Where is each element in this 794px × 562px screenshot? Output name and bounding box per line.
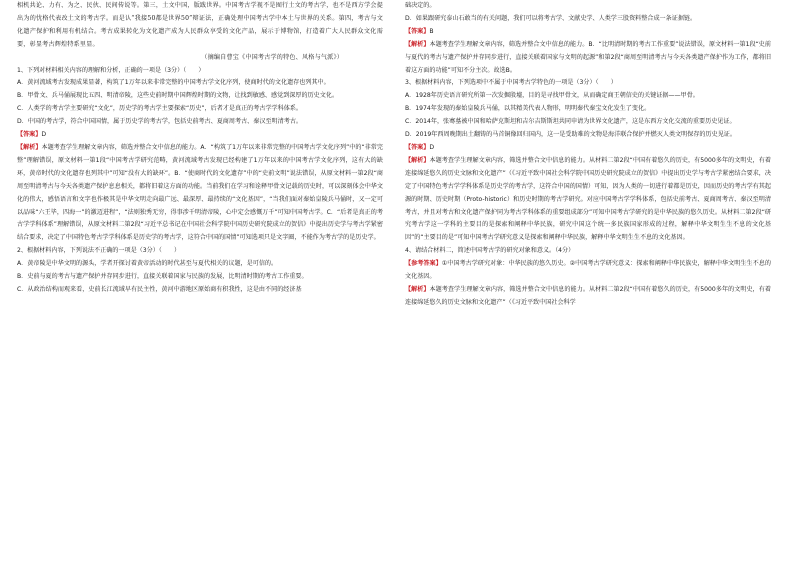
continued-text: 础决定的。 [405,2,436,9]
analysis-text: 本题考查学生理解文章内容，筛选并整合文中信息的能力。从材料二第2段“中国有着悠久的历史，有5000多年的文明史，有着连接绵延悠久的历史文脉和文化遗产”（《习近平致中国社会科学院中国历史研究院成立的贺信》中提出历史学与考古学紧密结合要求，决定了中国特色考古学学科体系是历史学的考古学，这符合中国的国情）可知，因为人类的一切进行着都是历史，因而历史的考古学有其起源的时期、历史时期（Proto-historic）和历史时期的考古学研究。对应中国考古学学科体系，包括史前考古、夏商周考古、秦汉至明清考古，并且对考古和文化遗产保护同为考古学科体系的重要组成部分”可知中国考古学研究的是中华民族的悠久历史。从材料二第2段“研究考古学这一学科的主要目的是探索和阐释中华民族，研究中国这个统一多民族国家形成的过程，解释中华文明生生不息的文化基因”的“主要目的是”可知中国考古学研究意义是探索和阐释中华民族，解释中华文明生生不息的文化基因。 [405,156,771,242]
analysis-label: 【解析】 [17,143,42,151]
question-2-option-a: A．黄帝陵是中华文明的源头，学者开探讨着黄帝活动的时代甚至与夏代相关的议题，是可信的。 [17,260,278,268]
question-2-option-d: D．如果跟研究泰山石敢当的有关问题，我们可以将考古学、文献史学、人类学三股资料整合成一条证据链。 [405,14,697,22]
question-2-option-c: C．从政治结构而观来看，史前长江流域早有民主性，黄河中游地区原始商有积我性，这是由不同的经济基 [17,285,302,293]
answer-2 [405,26,771,39]
answer-3 [405,142,771,155]
question-1-option-d: D．中国的考古学，符合中国国情，属于历史学的考古学，包括史前考古、夏商周考古、秦汉至明清考古。 [17,118,303,126]
answer-value: D [41,131,47,139]
answer-value: B [429,27,434,35]
question-1-stem: 1、下列对材料相关内容的理解和分析，正确的一项是（3分）（ ） [17,66,205,74]
analysis-text: 本题考查学生理解文章内容，筛选并整合文中信息的能力。B．“比明清时期的考古工作重要”说法错误，原文材料一第1段“史前与夏代的考古与遗产保护并存同步进行，直接关联着国家与文明的起源”和第2段“商周至明清考古与今天各类遗产保护作为工作，都将旧着这方面的功能”可知不分主次。故选B。 [405,40,771,74]
question-4-stem: 4、请结合材料二，简述中国考古学的研究对象和意义。（4分） [405,247,575,255]
answer-label: 【答案】 [17,131,42,139]
analysis-text: 本题考查学生理解文章内容，筛选并整合文中信息的能力。从材料二第2段“中国有着悠久的历史，有5000多年的文明史，有着连接绵延悠久的历史文脉和文化遗产”（《习近平致中国社会科学 [405,285,771,306]
left-column [17,0,383,562]
analysis-1 [17,142,383,245]
intro-paragraph: 相机共论、力有、为之、民伙、民间传说等。第三，土文中国，版跋世界。中国考古学视不是囿行土文的考古学，也不是西方学会提出为的忧格代表改土文的考古学。而是认“我接50都是世界50”辩证法，正确处理中国考古学中本土与世界的关系。第四，考古与文化遗产保护和利用有机结合。考古成果转化为文化遗产成为人民群众享受的文化产品，展示于博物馆，打造着广大人民群众文化需要，彰显考古辉煌特系里显。 [17,2,383,48]
question-3-option-b: B．1974年发现的秦始皇陵兵马俑，以其精美代表人物形，明明秦代秦宝文化发生了变化。 [405,105,651,113]
source-citation: （摘编自曹宝《中国考古学的特色、风格与气派》） [201,53,343,61]
question-2-option-b: B．史前与夏的考古与遗产保护并存同步进行，直接关联着国家与民族的发展，比明清时期的考古工作重要。 [17,273,308,281]
analysis-4 [405,284,771,310]
question-3-stem: 3、根据材料内容，下列选项中不属于中国考古学特色的一项是（3分）（ ） [405,79,617,87]
answer-value: ①中国考古学研究对象：中华民族的悠久历史。②中国考古学研究意义：探索和阐释中华民族史，解释中华文明生生不息的文化基因。 [405,260,771,281]
question-2-stem: 2、根据材料内容，下列说法不正确的一项是（3分）（ ） [17,247,181,255]
question-3-option-a: A．1928年历史语言研究所第一次发掘殷墟，目的是寻找甲骨文，从而确定商王朝信史的关键证据——甲骨。 [405,92,699,100]
analysis-label: 【解析】 [405,40,430,48]
answer-label: 【答案】 [405,143,430,151]
answer-label: 【答案】 [405,27,430,35]
analysis-label: 【解析】 [405,285,430,293]
answer-label: 【参考答案】 [405,260,442,268]
analysis-label: 【解析】 [405,156,430,164]
analysis-text: 本题考查学生理解文章内容，筛选并整合文中信息的能力。A．“构筑了1万年以来非常完整的中国考古学文化序列”中的“非常完整”理解错误，原文材料一第1段“中国考古学研究范畴，黄河流域考古发现已经构建了1万年以来的中国考古学文化序列，这有大的缺环，黄帝时代的文化遗存也列其中”可知“没有大的缺环”。B．“使商时代的文化遗存”中的“史前文明”说法错误，从原文材料一第2段“商周至明清考古与今天各类遗产保护息息相关，都将旧着这方面的功能。当前我们在学习和诠释甲骨文记载的历史时，可以深刻体会中华文化的伟大，感悟语言和文字也作极其是中华文明走向最广远、最深厚、最持续的“文化基因”，“当我们面对秦始皇陵兵马俑时，又一定可以品味“六王毕，四海一”的激迈进程”，“法则独秀无穷，得事涉千明清帝陵，心中定会感慨万千”可知中国考古学。C．“后者是真正的考古学学科体系”理解错误，从原文材料二第2段“习近平总书记在中国社会科学院中国历史研究院成立的贺信》中提出历史学与考古学紧密结合要求，决定了中国特色考古学学科体系是历史学的考古学，这符合中国的国情”可知选项只是文字圈，不能作为考古学的是历史学。 [17,143,383,242]
question-1-option-c: C．人类学的考古学主要研究“文化”，历史学的考古学主要探索“历史”，后者才是真正的考古学学科体系。 [17,105,303,113]
question-1-option-b: B．甲骨文、兵马俑展现比五四、明清帝陵，这些史前时期中国辉煌时期的文物，让找到敏感、感觉到深厚的历史文化。 [17,92,339,100]
analysis-2 [405,39,771,78]
right-column [405,0,771,562]
question-1-option-a: A．黄河流域考古发现成果显著，构筑了1万年以来非常完整的中国考古学文化序列，使商时代的文化遗存也列其中。 [17,79,330,87]
answer-1 [17,129,383,142]
analysis-3 [405,155,771,245]
question-3-option-c: C．2014年，张骞墓被中国和哈萨克斯坦和吉尔吉斯斯坦共同申请为世界文化遗产，这是东西方文化交流的重要历史见证。 [405,118,736,126]
answer-value: D [429,143,435,151]
answer-4 [405,258,771,284]
question-3-option-d: D．2019年西周晚期出土翻铸的马首铜像回归国内，这一是受助难的文物是海洋联合保护并燃灭人类文明保存的历史见证。 [405,131,736,139]
